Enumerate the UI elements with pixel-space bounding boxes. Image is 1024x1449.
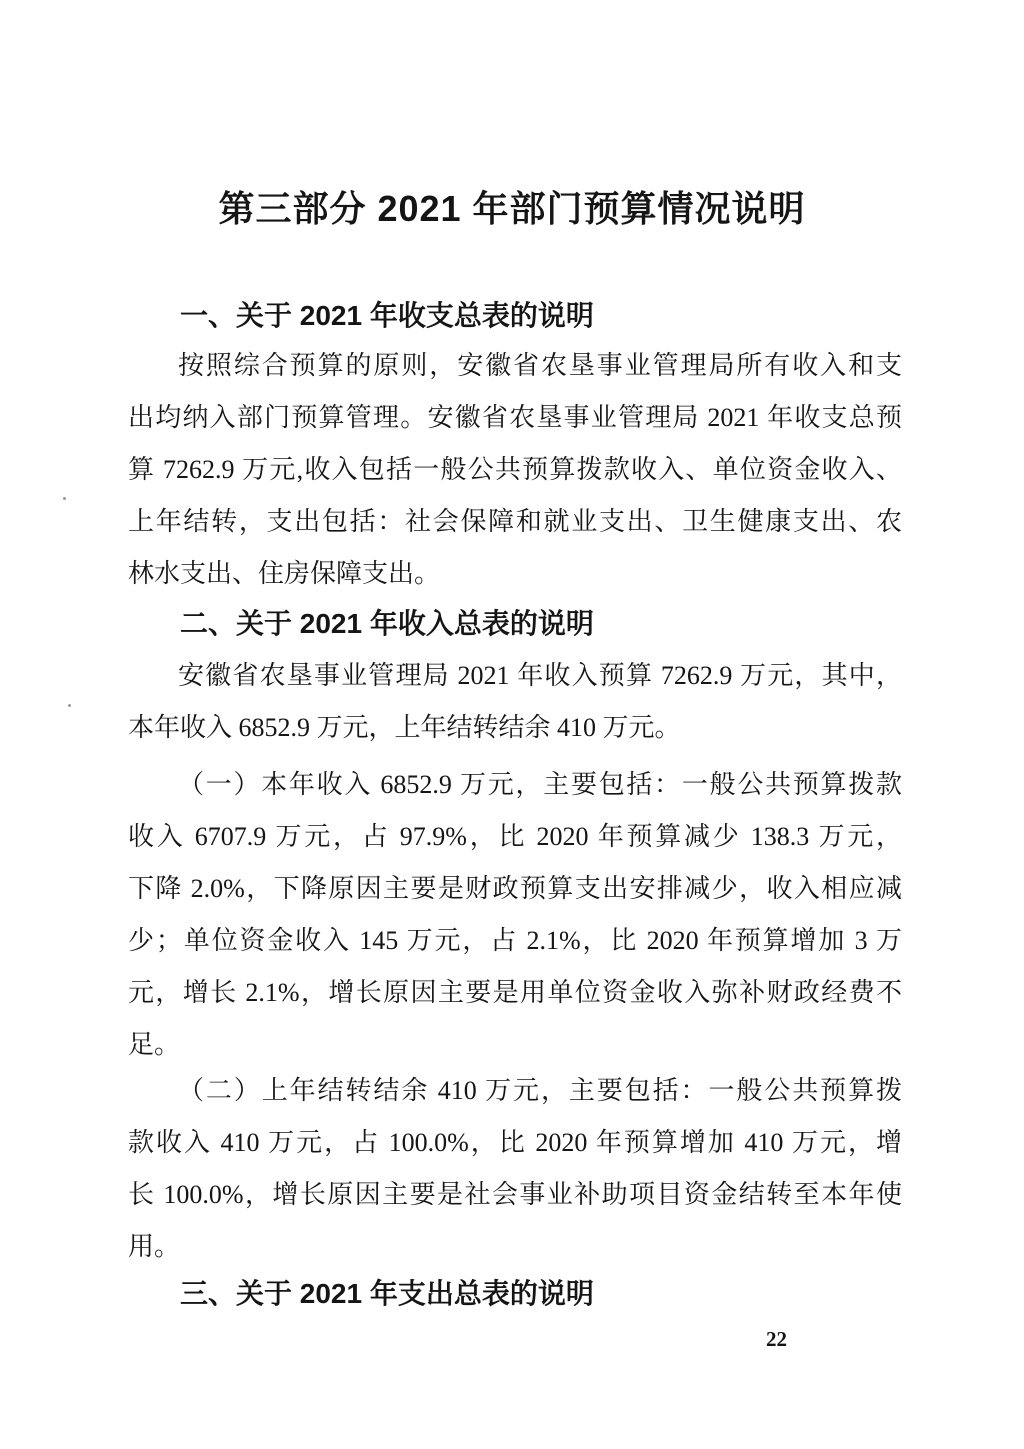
- text-line: 林水支出、住房保障支出。: [128, 559, 441, 588]
- page-number: 22: [766, 1327, 787, 1351]
- section-heading-3: 三、关于 2021 年支出总表的说明: [180, 1278, 594, 1309]
- text-line: 安徽省农垦事业管理局 2021 年收入预算 7262.9 万元，其中，: [178, 661, 902, 690]
- text-line: 长 100.0%，增长原因主要是社会事业补助项目资金结转至本年使: [128, 1180, 902, 1209]
- text-line: 本年收入 6852.9 万元，上年结转结余 410 万元。: [128, 713, 681, 742]
- paragraph-current-year-income: [128, 759, 902, 1071]
- text-line: 出均纳入部门预算管理。安徽省农垦事业管理局 2021 年收支总预: [128, 403, 902, 432]
- text-line: 元，增长 2.1%，增长原因主要是用单位资金收入弥补财政经费不: [128, 978, 902, 1007]
- text-line: 按照综合预算的原则，安徽省农垦事业管理局所有收入和支: [178, 351, 902, 380]
- text-line: （二）上年结转结余 410 万元，主要包括：一般公共预算拨: [178, 1076, 902, 1105]
- text-line: 下降 2.0%，下降原因主要是财政预算支出安排减少，收入相应减: [128, 874, 902, 903]
- text-line: 上年结转，支出包括：社会保障和就业支出、卫生健康支出、农: [128, 507, 902, 536]
- scan-speck: [68, 704, 71, 707]
- paragraph-carryover: [128, 1065, 902, 1273]
- text-line: 款收入 410 万元，占 100.0%，比 2020 年预算增加 410 万元，增: [128, 1128, 902, 1157]
- paragraph-income-total: [128, 650, 902, 754]
- text-line: 足。: [128, 1030, 181, 1059]
- section-heading-1: 一、关于 2021 年收支总表的说明: [180, 300, 594, 331]
- paragraph-overview: [128, 340, 902, 600]
- text-line: 算 7262.9 万元,收入包括一般公共预算拨款收入、单位资金收入、: [128, 455, 902, 484]
- text-line: 用。: [128, 1232, 181, 1261]
- text-line: （一）本年收入 6852.9 万元，主要包括：一般公共预算拨款: [178, 770, 902, 799]
- scan-speck: [63, 497, 66, 500]
- document-title: 第三部分 2021 年部门预算情况说明: [218, 188, 806, 229]
- text-line: 收入 6707.9 万元，占 97.9%，比 2020 年预算减少 138.3 万元，: [128, 822, 902, 851]
- section-heading-2: 二、关于 2021 年收入总表的说明: [180, 608, 594, 639]
- text-line: 少；单位资金收入 145 万元，占 2.1%，比 2020 年预算增加 3 万: [128, 926, 902, 955]
